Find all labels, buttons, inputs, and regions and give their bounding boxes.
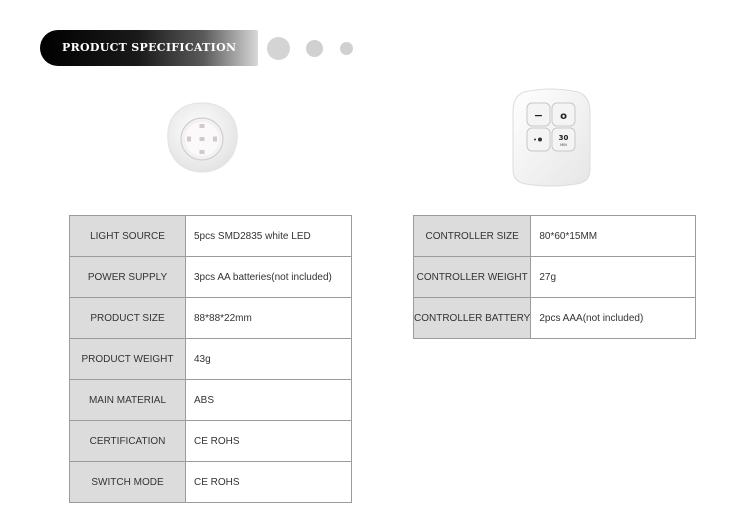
spec-label: PRODUCT WEIGHT — [70, 339, 186, 380]
spec-value: CE ROHS — [186, 462, 352, 503]
spec-label: POWER SUPPLY — [70, 257, 186, 298]
remote-off-button: − — [533, 109, 544, 122]
spec-value: 43g — [186, 339, 352, 380]
table-row — [70, 380, 352, 421]
spec-label: MAIN MATERIAL — [70, 380, 186, 421]
banner-title: PRODUCT SPECIFICATION — [62, 41, 237, 54]
spec-value: 2pcs AAA(not included) — [531, 298, 696, 339]
table-row — [70, 462, 352, 503]
decorative-dot — [340, 42, 353, 55]
remote-timer-button: 30 — [558, 134, 569, 142]
table-row — [70, 257, 352, 298]
table-row — [414, 298, 696, 339]
controller-spec-table — [413, 215, 696, 339]
puck-light-image — [165, 100, 240, 175]
table-row — [414, 257, 696, 298]
spec-label: LIGHT SOURCE — [70, 216, 186, 257]
table-row — [414, 216, 696, 257]
remote-dot-icon — [538, 138, 542, 142]
spec-value: CE ROHS — [186, 421, 352, 462]
decorative-dot — [267, 37, 290, 60]
remote-on-button: o — [560, 111, 567, 122]
spec-label: CONTROLLER SIZE — [414, 216, 531, 257]
spec-label: PRODUCT SIZE — [70, 298, 186, 339]
table-row — [70, 298, 352, 339]
spec-value: 80*60*15MM — [531, 216, 696, 257]
spec-label: CONTROLLER BATTERY — [414, 298, 531, 339]
table-row — [70, 421, 352, 462]
spec-label: CONTROLLER WEIGHT — [414, 257, 531, 298]
section-banner — [40, 30, 258, 66]
table-row — [70, 339, 352, 380]
table-row — [70, 216, 352, 257]
spec-label: CERTIFICATION — [70, 421, 186, 462]
remote-controller-image — [510, 88, 592, 188]
product-spec-table — [69, 215, 352, 503]
decorative-dot — [306, 40, 323, 57]
spec-value: 5pcs SMD2835 white LED — [186, 216, 352, 257]
spec-value: 88*88*22mm — [186, 298, 352, 339]
spec-value: 3pcs AA batteries(not included) — [186, 257, 352, 298]
remote-timer-sub: MIN — [560, 143, 567, 147]
spec-label: SWITCH MODE — [70, 462, 186, 503]
spec-value: 27g — [531, 257, 696, 298]
spec-value: ABS — [186, 380, 352, 421]
